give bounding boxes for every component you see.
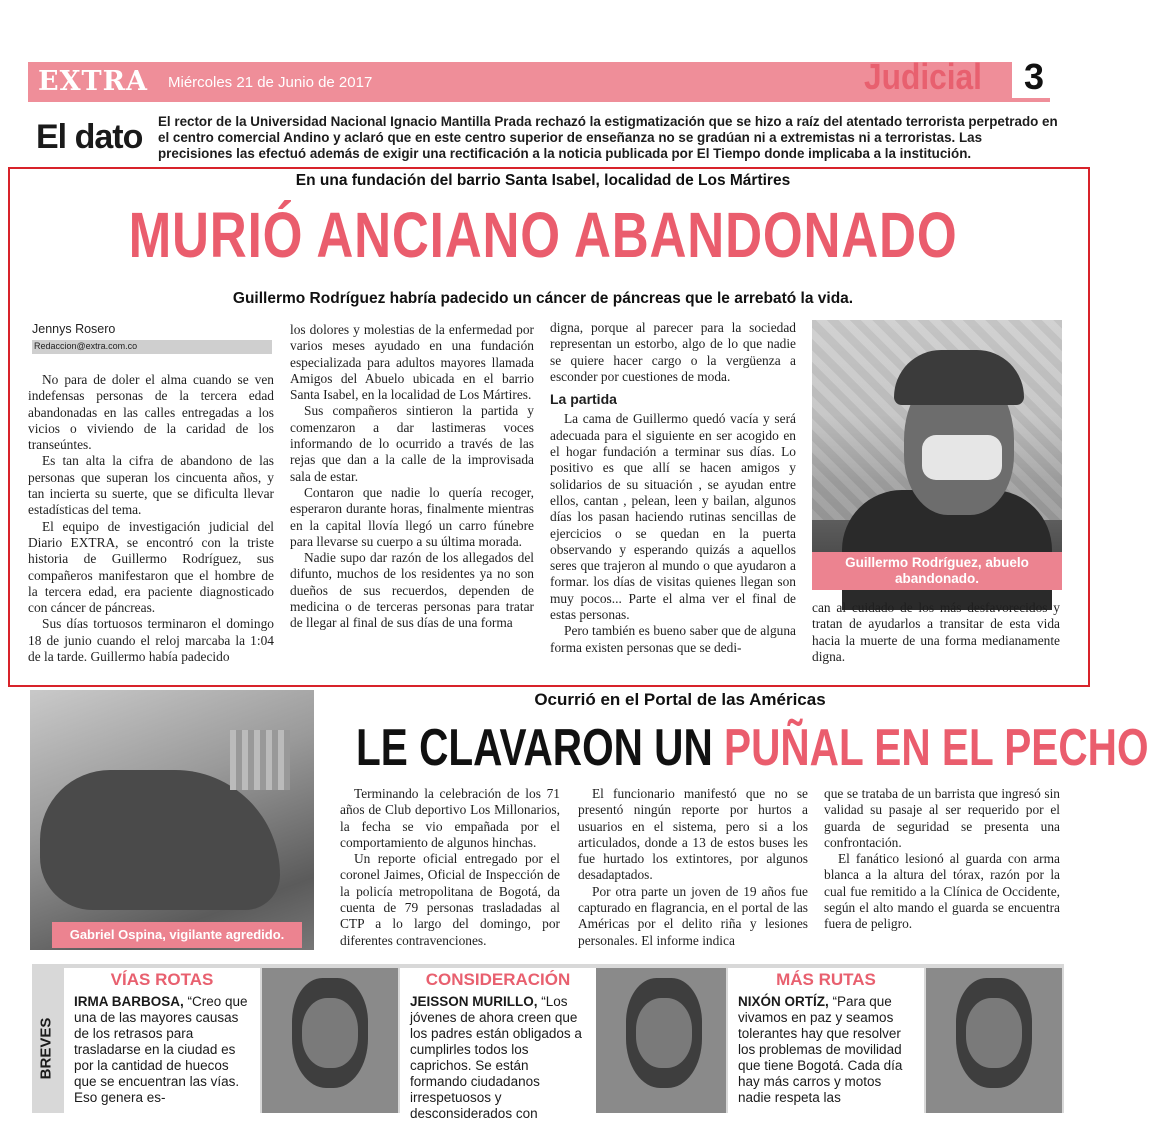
article2-column-1: [340, 786, 560, 949]
article2-column-2: [578, 786, 808, 949]
dato-label: El dato: [36, 118, 143, 156]
brief-person-name: IRMA BARBOSA,: [74, 994, 184, 1009]
author-name: Jennys Rosero: [32, 322, 116, 336]
article1-column-2: [290, 322, 534, 632]
photo-blurred-area: [230, 730, 290, 790]
brief-item: [400, 968, 596, 1121]
brief-person-photo: [262, 968, 398, 1113]
brief-text: [64, 990, 260, 1106]
paragraph: Nadie supo dar razón de los allegados del difunto, muchos de los residentes ya no son dueños de sus recuerdos, dependen de medicina o de terceras personas para tratar de llegar al final de sus días de una forma: [290, 550, 534, 631]
article1-kicker: En una fundación del barrio Santa Isabel, localidad de Los Mártires: [295, 172, 791, 189]
paragraph: No para de doler el alma cuando se ven indefensas personas de la tercera edad abandonadas en las calles entregadas a los vicios o viviendo de la caridad de los transeúntes.: [28, 372, 274, 453]
paragraph: Contaron que nadie lo quería recoger, esperaron durante horas, finalmente mientras en la capital llovía llegó un carro fúnebre para llevarse su cuerpo a su última morada.: [290, 484, 534, 549]
paragraph: Por otra parte un joven de 19 años fue capturado en flagrancia, en el portal de las Américas por el delito riña y lesiones personales. El informe indica: [578, 883, 808, 948]
photo-face-detail: [636, 998, 692, 1068]
article2-kicker: Ocurrió en el Portal de las Américas: [534, 690, 826, 709]
breves-label: BREVES: [37, 1017, 55, 1080]
brief-quote: “Para que vivamos en paz y seamos tolerantes hay que resolver los problemas de movilidad que tiene Bogotá. Cada día hay más carros y motos nadie respeta las: [738, 994, 903, 1105]
page-number: 3: [1012, 56, 1056, 98]
photo-figure-mask: [922, 435, 1002, 480]
article1-column-4: [812, 600, 1060, 665]
article2-headline: [356, 718, 1148, 778]
headline-part-black: LE CLAVARON UN: [356, 719, 725, 777]
paragraph: can al cuidado de los más desfavorecidos y tratan de ayudarlos a transitar de esta vida hacia la muerte de una forma medianamente digna.: [812, 600, 1060, 664]
brief-person-name: JEISSON MURILLO,: [410, 994, 538, 1009]
dato-text: El rector de la Universidad Nacional Ignacio Mantilla Prada rechazó la estigmatización que se hizo a raíz del atentado terrorista perpetrado en el centro comercial Andino y aclaró que en este centro superior de enseñanza no se gradúan ni a extremistas ni a terroristas. Las precisiones las efectuó además de exigir una rectificación a la noticia publicada por El Tiempo donde implicaba a la institución.: [158, 114, 1058, 161]
section-name: Judicial: [864, 56, 982, 97]
article1-column-1: [28, 372, 274, 665]
article1-headline: MURIÓ ANCIANO ABANDONADO: [128, 199, 958, 271]
headline-part-red: PUÑAL EN EL PECHO: [724, 719, 1149, 777]
photo-caption: Gabriel Ospina, vigilante agredido.: [52, 922, 302, 948]
brief-quote: “Creo que una de las mayores causas de los retrasos para trasladarse en la ciudad es por la cantidad de huecos que se encuentran las vías. Eso genera es-: [74, 994, 248, 1105]
newspaper-logo: EXTRA: [38, 66, 149, 97]
paragraph: Sus compañeros sintieron la partida y comenzaron a dar lastimeras voces informando de lo ocurrido a través de las rejas que dan a la calle de la improvisada sala de estar.: [290, 403, 534, 484]
paragraph: El funcionario manifestó que no se presentó ningún reporte por hurtos a usuarios en el sistema, pero si a los articulados, donde a 13 de estos buses les fue hurtado los extintores, por algunos desadaptados.: [578, 786, 808, 883]
photo-figure-cap: [894, 350, 1024, 405]
brief-text: [400, 990, 596, 1122]
paragraph: Pero también es bueno saber que de alguna forma existen personas que se dedi-: [550, 623, 796, 655]
paragraph: El equipo de investigación judicial del Diario EXTRA, se encontró con la triste historia de Guillermo Rodríguez, sus compañeros manifestaron que el hombre de la tercera edad, era paciente diagnosticado con cáncer de páncreas.: [28, 518, 274, 616]
issue-date: Miércoles 21 de Junio de 2017: [168, 74, 373, 91]
paragraph: Sus días tortuosos terminaron el domingo 18 de junio cuando el reloj marcaba la 1:04 de la tarde. Guillermo había padecido: [28, 616, 274, 665]
paragraph: La cama de Guillermo quedó vacía y será adecuada para el siguiente en ser acogido en el hogar fundación a terminar sus días. Lo positivo es que allí se hacen amigos y solidarios de su situación , se ayudan entre ellos, cantan , pelean, leen y bailan, algunos días los pasan haciendo rutinas sencillas de ejercicios o se quedan en la puerta observando y esperando quizás a aquellos seres que trajeron al mundo o que ayudaron a formar. los días de visitas quienes llegan son muy pocos... Parte el alma ver el final de estas personas.: [550, 411, 796, 623]
article1-subhead: Guillermo Rodríguez habría padecido un cáncer de páncreas que le arrebató la vida.: [232, 290, 854, 307]
paragraph: que se trataba de un barrista que ingresó sin validad su pasaje al ser requerido por el guarda de seguridad se presenta una confrontación.: [824, 786, 1060, 850]
brief-person-photo: [926, 968, 1062, 1113]
paragraph: Un reporte oficial entregado por el coronel Jaimes, Oficial de Inspección de la policía metropolitana de Bogotá, da cuenta de 79 personas trasladadas al CTP a lo largo del domingo, por diferentes contravenciones.: [340, 851, 560, 948]
photo-face-detail: [966, 998, 1022, 1068]
photo-elderly-man: [812, 320, 1062, 590]
brief-title: VÍAS ROTAS: [110, 970, 214, 989]
brief-person-name: NIXÓN ORTÍZ,: [738, 994, 829, 1009]
article1-column-3: [550, 320, 796, 656]
photo-injured-guard: [30, 690, 314, 950]
photo-caption: Guillermo Rodríguez, abuelo abandonado.: [812, 552, 1062, 590]
brief-text: [728, 990, 924, 1106]
article2-column-3: [824, 786, 1060, 933]
brief-title: CONSIDERACIÓN: [425, 970, 571, 989]
author-email: Redaccion@extra.com.co: [34, 341, 138, 351]
brief-title: MÁS RUTAS: [776, 970, 876, 989]
paragraph: El fanático lesionó al guarda con arma blanca a la altura del tórax, razón por la cual fue remitido a la Clínica de Occidente, según el alto mando el guarda se encuentra fuera de peligro.: [824, 851, 1060, 932]
paragraph: digna, porque al parecer para la sociedad representan un estorbo, algo de lo que nadie se quiere hacer cargo o la vergüenza a esconder por cuestiones de moda.: [550, 320, 796, 384]
subtitle: La partida: [550, 391, 617, 408]
paragraph: Terminando la celebración de los 71 años de Club deportivo Los Millonarios, la fecha se vio empañada por el comportamiento de algunos hinchas.: [340, 786, 560, 850]
brief-item: [728, 968, 924, 1113]
photo-figure: [40, 770, 280, 910]
brief-item: [64, 968, 260, 1113]
photo-face-detail: [302, 998, 358, 1068]
paragraph: Es tan alta la cifra de abandono de las personas que superan los cincuenta años, y tan incierta su suerte, que se dificulta llevar estadísticas del tema.: [28, 453, 274, 518]
paragraph: los dolores y molestias de la enfermedad por varios meses ayudado en una fundación especializada para adultos mayores llamada Amigos del Abuelo ubicada en el barrio Santa Isabel, en la localidad de Los Mártires.: [290, 322, 534, 403]
brief-person-photo: [596, 968, 726, 1113]
brief-quote: “Los jóvenes de ahora creen que los padres están obligados a cumplirles todos los caprichos. Se están formando ciudadanos irrespetuosos y desconsiderados con: [410, 994, 582, 1121]
